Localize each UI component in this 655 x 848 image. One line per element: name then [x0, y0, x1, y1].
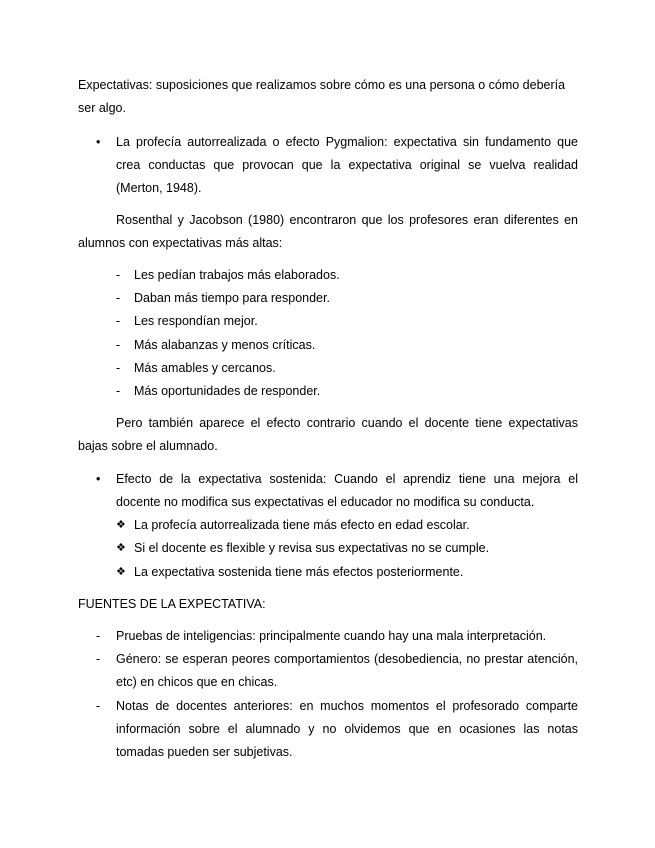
- diamond-icon: ❖: [116, 542, 126, 554]
- pygmalion-line: crea conductas que provocan que la expectativa original se vuelva realidad: [116, 158, 578, 172]
- dash-marker: -: [96, 699, 101, 713]
- bullet-icon: •: [96, 135, 101, 149]
- fuentes-line: Pruebas de inteligencias: principalmente cuando hay una mala interpretación.: [116, 629, 547, 643]
- section-heading: FUENTES DE LA EXPECTATIVA:: [78, 597, 266, 611]
- diamond-icon: ❖: [116, 519, 126, 531]
- dash-marker: -: [116, 338, 121, 352]
- list-item: Más oportunidades de responder.: [134, 384, 321, 398]
- bullet-icon: •: [96, 472, 101, 486]
- dash-marker: -: [116, 361, 121, 375]
- intro-line: ser algo.: [78, 101, 126, 115]
- diamond-icon: ❖: [116, 566, 126, 578]
- list-item: Les respondían mejor.: [134, 314, 258, 328]
- fuentes-line: Género: se esperan peores comportamientos (desobediencia, no prestar atención,: [116, 652, 578, 666]
- list-item: Daban más tiempo para responder.: [134, 291, 330, 305]
- dash-marker: -: [116, 268, 121, 282]
- pygmalion-line: (Merton, 1948).: [116, 181, 202, 195]
- dash-marker: -: [116, 314, 121, 328]
- rosenthal-line: alumnos con expectativas más altas:: [78, 236, 283, 250]
- list-item: Más amables y cercanos.: [134, 361, 276, 375]
- rosenthal-line: Rosenthal y Jacobson (1980) encontraron que los profesores eran diferentes en: [116, 213, 578, 227]
- dash-marker: -: [96, 652, 101, 666]
- sub-item: La profecía autorrealizada tiene más efecto en edad escolar.: [134, 518, 470, 532]
- sostenida-line: docente no modifica sus expectativas el educador no modifica su conducta.: [116, 495, 535, 509]
- fuentes-line: tomadas pueden ser subjetivas.: [116, 745, 293, 759]
- list-item: Les pedían trabajos más elaborados.: [134, 268, 340, 282]
- contrario-line: bajas sobre el alumnado.: [78, 439, 218, 453]
- sub-item: La expectativa sostenida tiene más efectos posteriormente.: [134, 565, 464, 579]
- pygmalion-line: La profecía autorrealizada o efecto Pygmalion: expectativa sin fundamento que: [116, 135, 578, 149]
- contrario-line: Pero también aparece el efecto contrario cuando el docente tiene expectativas: [116, 416, 578, 430]
- sostenida-line: Efecto de la expectativa sostenida: Cuando el aprendiz tiene una mejora el: [116, 472, 578, 486]
- fuentes-line: información sobre el alumnado y no olvidemos que en ocasiones las notas: [116, 722, 578, 736]
- sub-item: Si el docente es flexible y revisa sus expectativas no se cumple.: [134, 541, 490, 555]
- dash-marker: -: [96, 629, 101, 643]
- dash-marker: -: [116, 291, 121, 305]
- fuentes-line: etc) en chicos que en chicas.: [116, 675, 278, 689]
- fuentes-line: Notas de docentes anteriores: en muchos momentos el profesorado comparte: [116, 699, 578, 713]
- list-item: Más alabanzas y menos críticas.: [134, 338, 316, 352]
- intro-line: Expectativas: suposiciones que realizamos sobre cómo es una persona o cómo debería: [78, 78, 566, 92]
- dash-marker: -: [116, 384, 121, 398]
